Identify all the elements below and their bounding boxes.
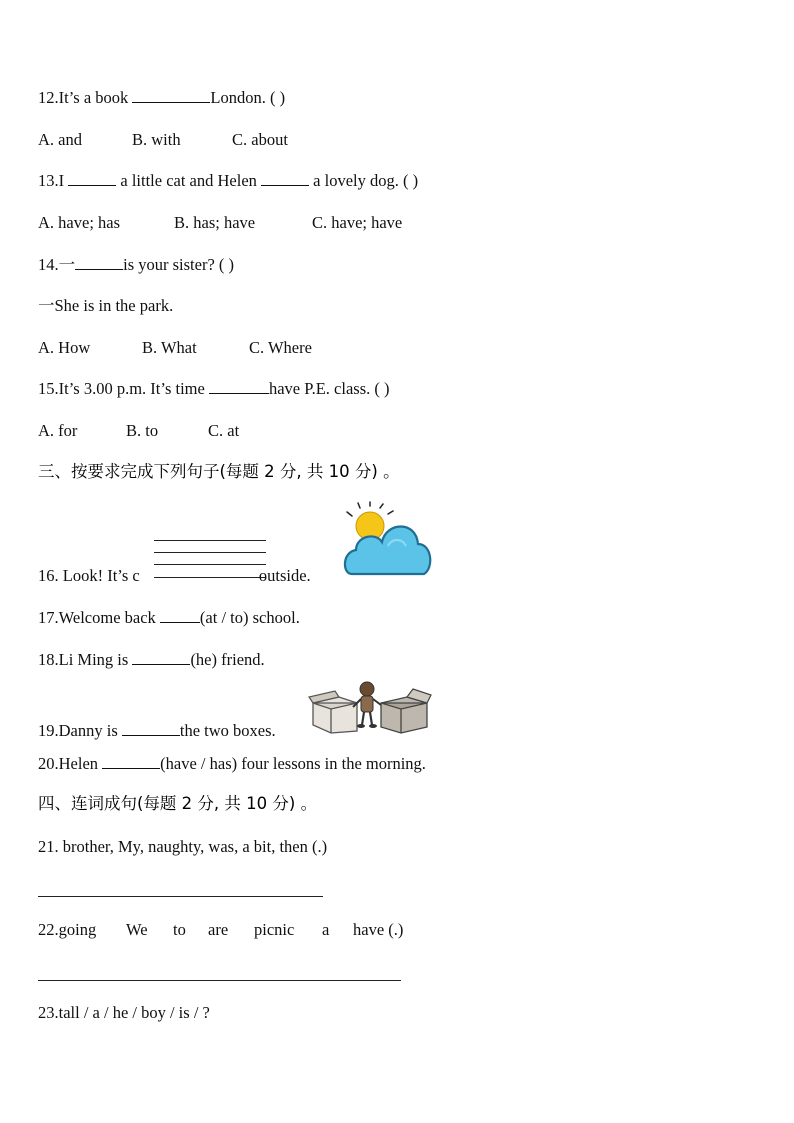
question-15-options <box>38 421 239 441</box>
option-c[interactable]: C. at <box>208 421 240 440</box>
option-a[interactable]: A. have; has <box>38 213 121 232</box>
answer-blank[interactable] <box>261 171 309 186</box>
answer-blank[interactable] <box>102 754 160 769</box>
word: to <box>173 920 186 939</box>
question-18: 18.Li Ming is (he) friend. <box>38 650 265 669</box>
word: are <box>208 920 229 939</box>
word: 22.going <box>38 920 97 939</box>
option-b[interactable]: B. What <box>142 338 197 357</box>
question-13: 13.I a little cat and Helen a lovely dog. ( ) <box>38 171 419 190</box>
answer-blank[interactable] <box>160 608 200 623</box>
answer-blank[interactable] <box>68 171 116 186</box>
option-c[interactable]: C. about <box>232 130 288 149</box>
word: have (.) <box>353 920 404 939</box>
answer-blank[interactable] <box>75 255 123 270</box>
section-3-heading: 三、按要求完成下列句子(每题 2 分, 共 10 分) 。 <box>38 462 400 481</box>
question-13-options <box>38 213 402 233</box>
section-4-heading: 四、连词成句(每题 2 分, 共 10 分) 。 <box>38 794 318 813</box>
question-12-options <box>38 130 288 150</box>
option-a[interactable]: A. for <box>38 421 78 440</box>
question-19: 19.Danny is the two boxes. <box>38 721 276 740</box>
answer-blank[interactable] <box>132 88 210 103</box>
answer-blank[interactable] <box>132 650 190 665</box>
question-20: 20.Helen (have / has) four lessons in the morning. <box>38 754 426 773</box>
option-b[interactable]: B. to <box>126 421 159 440</box>
question-15: 15.It’s 3.00 p.m. It’s time have P.E. class. ( ) <box>38 379 390 398</box>
answer-blank[interactable] <box>122 721 180 736</box>
option-b[interactable]: B. has; have <box>174 213 256 232</box>
answer-line[interactable] <box>38 896 323 897</box>
question-16: 16. Look! It’s c outside. <box>38 566 311 585</box>
option-a[interactable]: A. How <box>38 338 91 357</box>
word: a <box>322 920 330 939</box>
option-a[interactable]: A. and <box>38 130 82 149</box>
option-b[interactable]: B. with <box>132 130 181 149</box>
question-23: 23.tall / a / he / boy / is / ? <box>38 1003 210 1022</box>
answer-blank[interactable] <box>209 379 269 394</box>
option-c[interactable]: C. Where <box>249 338 312 357</box>
word: We <box>126 920 148 939</box>
question-17: 17.Welcome back (at / to) school. <box>38 608 300 627</box>
option-c[interactable]: C. have; have <box>312 213 403 232</box>
boy-between-boxes <box>309 679 431 735</box>
cloud-sun-icon <box>340 502 434 580</box>
question-14-options <box>38 338 312 358</box>
writing-line <box>154 552 266 553</box>
question-21: 21. brother, My, naughty, was, a bit, then (.) <box>38 837 328 856</box>
word: picnic <box>254 920 295 939</box>
question-22 <box>38 920 403 940</box>
question-14-answer: 一She is in the park. <box>38 296 174 315</box>
writing-line <box>154 540 266 541</box>
writing-line <box>154 564 266 565</box>
question-12: 12.It’s a book London. ( ) <box>38 88 286 107</box>
question-14: 14.一 is your sister? ( ) <box>38 255 235 274</box>
answer-line[interactable] <box>38 980 401 981</box>
